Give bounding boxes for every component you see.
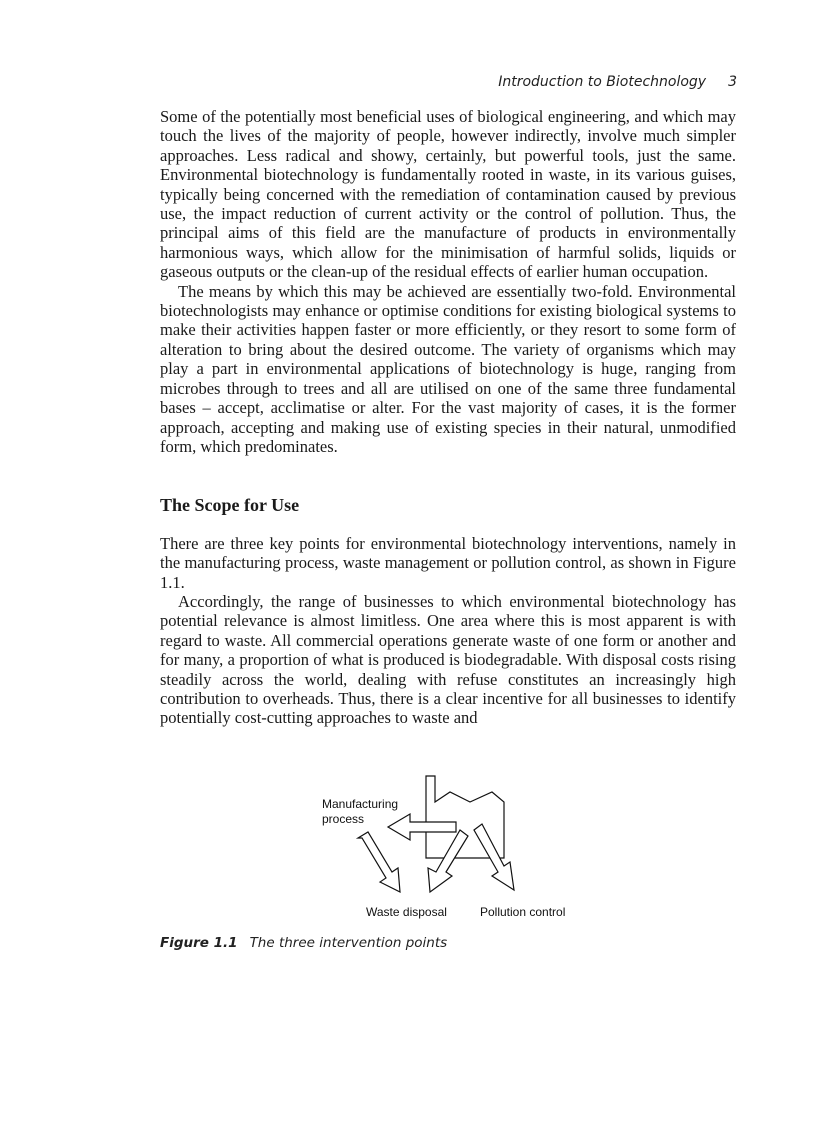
page-number: 3 (728, 74, 737, 90)
running-title: Introduction to Biotechnology (498, 74, 707, 90)
manufacturing-label-line2: process (322, 812, 365, 826)
manufacturing-label-line1: Manufacturing (322, 797, 399, 811)
body-text (160, 107, 736, 728)
arrow-to-waste-icon (428, 830, 468, 892)
running-head (160, 74, 737, 90)
manufacturing-arrow-icon (388, 814, 456, 840)
paragraph-2: The means by which this may be achieved are essentially two-fold. Environmental biotechnologists may enhance or optimise conditions for existing biological systems to make their activities happen faster or more efficiently, or they resort to some form of alteration to bring about the desired outcome. The variety of organisms which may play a part in environmental applications of biotechnology is huge, ranging from microbes through to trees and all are utilised on one of the same three fundamental bases – accept, acclimatise or alter. For the vast majority of cases, it is the former approach, accepting and making use of existing species in their natural, unmodified form, which predominates. (160, 281, 736, 456)
caption-label: Figure 1.1 (160, 935, 238, 951)
figure-caption (160, 935, 447, 951)
paragraph-3: There are three key points for environmental biotechnology interventions, namely in the manufacturing process, waste management or pollution control, as shown in Figure 1.1. (160, 533, 736, 592)
intervention-diagram (310, 770, 600, 930)
pollution-control-label: Pollution control (480, 905, 566, 919)
caption-text: The three intervention points (249, 935, 448, 951)
figure-intervention-points (310, 770, 600, 930)
paragraph-4: Accordingly, the range of businesses to which environmental biotechnology has potential relevance is almost limitless. One area where this is most apparent is with regard to waste. All commercial operations generate waste of one form or another and for many, a proportion of what is produced is biodegradable. With disposal costs rising steadily across the world, dealing with refuse constitutes an increasingly high contribution to overheads. Thus, there is a clear incentive for all businesses to identify potentially cost-cutting approaches to waste and (160, 591, 736, 728)
waste-disposal-label: Waste disposal (366, 905, 447, 919)
section-heading: The Scope for Use (160, 495, 300, 516)
arrow-to-waste-left-icon (358, 832, 400, 892)
arrow-to-pollution-icon (474, 824, 514, 890)
paragraph-1: Some of the potentially most beneficial uses of biological engineering, and which may touch the lives of the majority of people, however indirectly, involve much simpler approaches. Less radical and showy, certainly, but powerful tools, just the same. Environmental biotechnology is fundamentally rooted in waste, in its various guises, typically being concerned with the remediation of contamination caused by previous use, the impact reduction of current activity or the control of pollution. Thus, the principal aims of this field are the manufacture of products in environmentally harmonious ways, which allow for the minimisation of harmful solids, liquids or gaseous outputs or the clean-up of the residual effects of earlier human occupation. (160, 107, 736, 282)
